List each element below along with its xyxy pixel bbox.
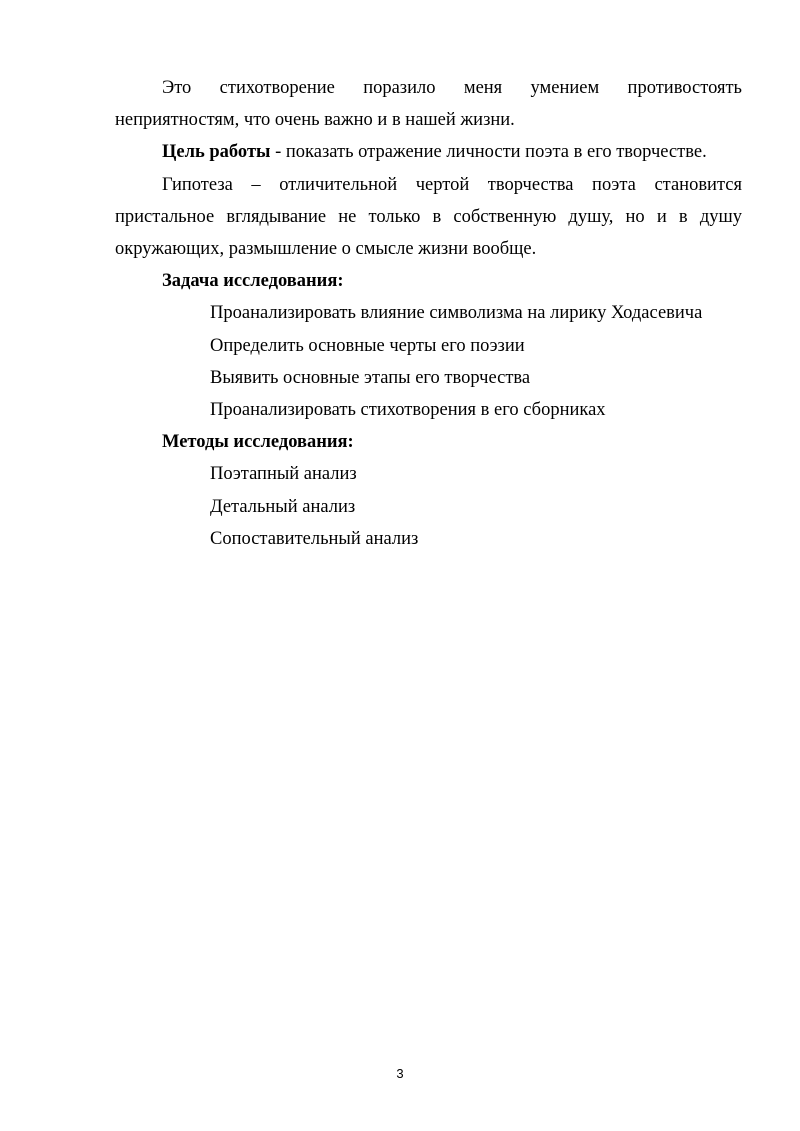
page-number: 3 <box>396 1066 404 1081</box>
goal-text: - показать отражение личности поэта в его творчестве. <box>270 142 707 163</box>
document-body <box>115 72 742 555</box>
goal-paragraph <box>115 136 742 168</box>
method-item: Сопоставительный анализ <box>210 528 419 549</box>
method-item: Поэтапный анализ <box>210 464 357 485</box>
goal-label: Цель работы <box>162 142 271 163</box>
task-item: Проанализировать стихотворения в его сборниках <box>210 400 606 421</box>
task-item: Выявить основные этапы его творчества <box>210 367 531 388</box>
tasks-heading: Задача исследования: <box>162 271 344 292</box>
methods-heading: Методы исследования: <box>162 432 354 453</box>
method-item: Детальный анализ <box>210 496 356 517</box>
task-item: Определить основные черты его поэзии <box>210 335 525 356</box>
hypothesis-paragraph: Гипотеза – отличительной чертой творчества поэта становится пристальное вглядывание не только в собственную душу, но и в душу окружающих, размышление о смысле жизни вообще. <box>115 174 742 260</box>
intro-paragraph: Это стихотворение поразило меня умением противостоять неприятностям, что очень важно и в нашей жизни. <box>115 78 742 131</box>
task-item: Проанализировать влияние символизма на лирику Ходасевича <box>210 303 703 324</box>
